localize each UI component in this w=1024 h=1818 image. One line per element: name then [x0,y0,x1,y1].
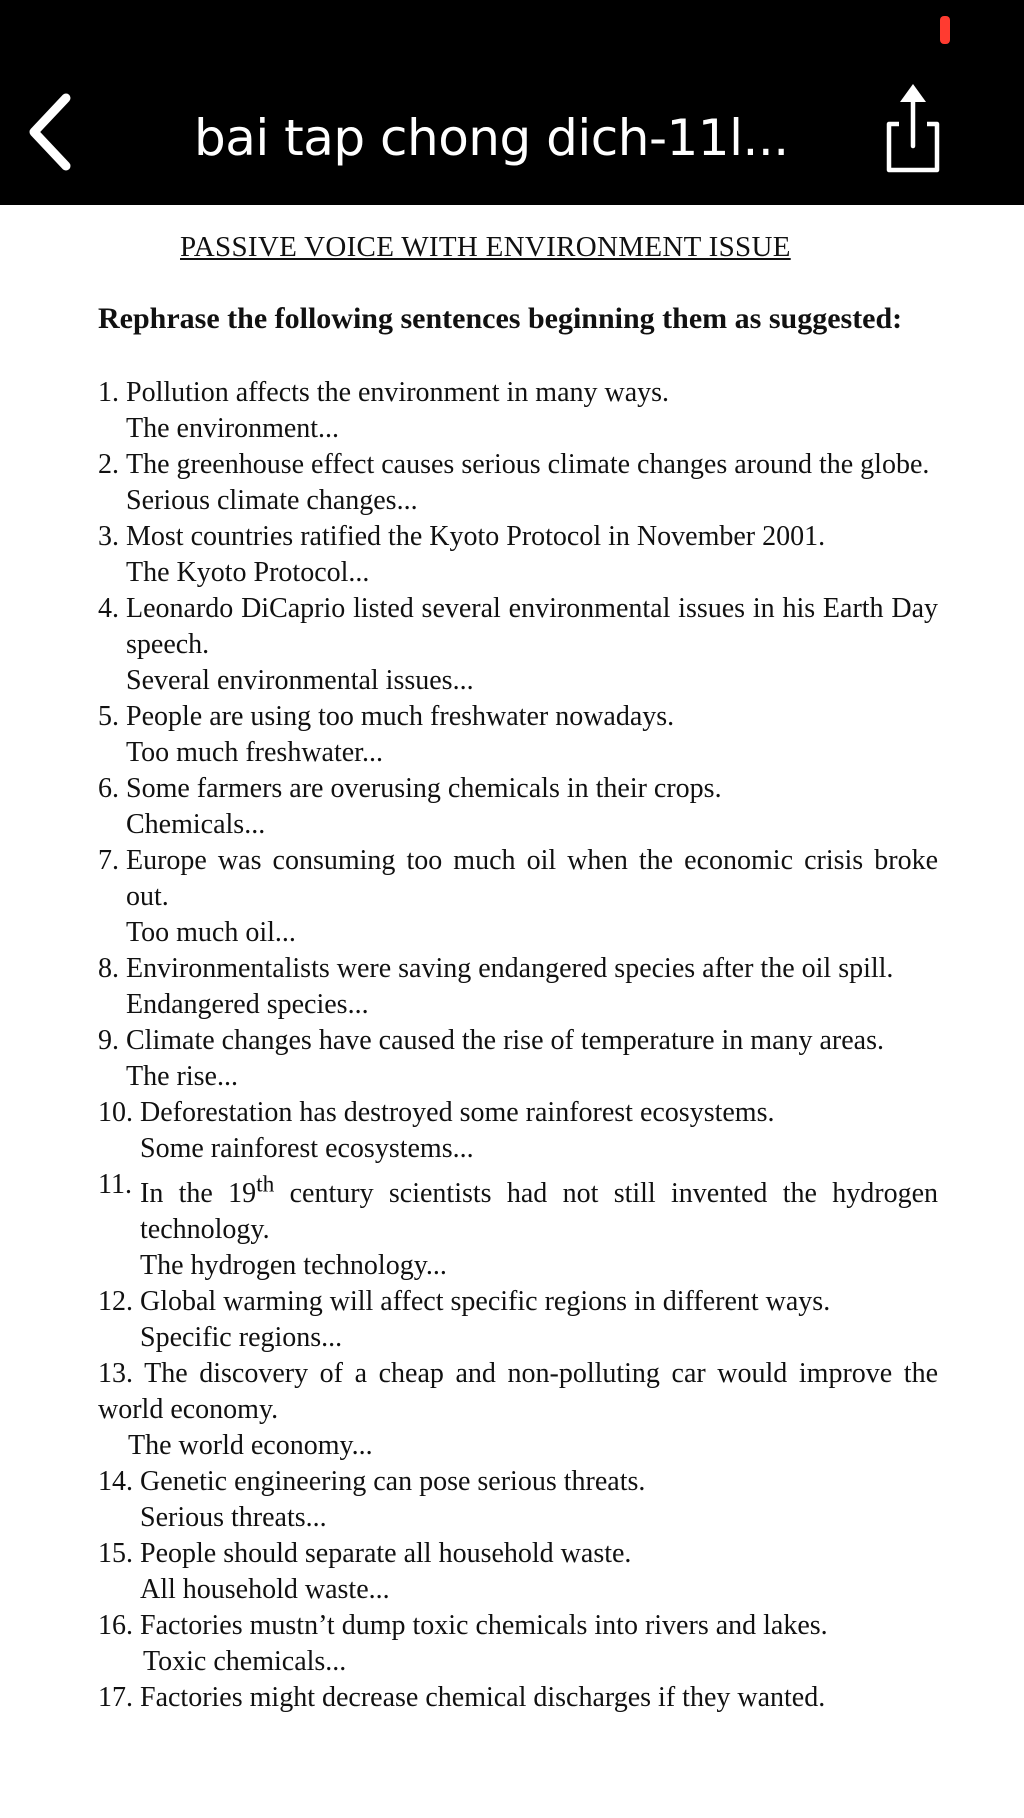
share-button[interactable] [878,80,948,180]
exercise-sentence: Europe was consuming too much oil when the economic crisis broke out. [126,845,938,912]
exercise-number: 4. [98,593,119,624]
recording-indicator [940,16,950,44]
ordinal-suffix: th [256,1172,275,1198]
exercise-prompt: The Kyoto Protocol... [126,557,370,588]
exercise-prompt: Several environmental issues... [126,665,474,696]
back-button[interactable] [18,90,88,180]
exercise-number: 14. [98,1466,133,1498]
exercise-prompt: Some rainforest ecosystems... [140,1133,474,1164]
exercise-9 [98,1023,938,1095]
exercise-number: 1. [98,377,119,408]
exercise-sentence: Factories might decrease chemical discharges if they wanted. [140,1682,826,1714]
document-page [0,205,1024,1818]
exercise-17 [98,1680,938,1716]
exercise-number: 10. [98,1097,133,1128]
exercise-6 [98,771,938,843]
exercise-12 [98,1284,938,1356]
exercise-number: 6. [98,773,119,804]
exercise-3 [98,519,938,591]
exercise-prompt: Endangered species... [126,989,369,1020]
exercise-prompt: Serious climate changes... [126,485,418,516]
exercise-number: 15. [98,1538,133,1570]
exercise-number: 2. [98,449,119,480]
exercise-8 [98,951,938,1023]
exercise-sentence: Deforestation has destroyed some rainforest ecosystems. [140,1097,775,1128]
exercise-number: 8. [98,953,119,984]
sentence-part: In the 19 [140,1178,257,1210]
exercise-number: 3. [98,521,119,552]
exercise-1 [98,375,938,447]
exercise-sentence: Climate changes have caused the rise of temperature in many areas. [126,1025,885,1056]
exercise-sentence: Environmentalists were saving endangered species after the oil spill. [126,953,894,984]
exercise-sentence: The greenhouse effect causes serious climate changes around the globe. [126,449,930,480]
exercise-15 [98,1536,938,1608]
exercise-prompt: The hydrogen technology... [140,1250,447,1282]
share-icon [878,80,948,180]
exercise-prompt: All household waste... [140,1574,390,1606]
exercise-sentence: People are using too much freshwater nowadays. [126,701,675,732]
exercise-sentence: Leonardo DiCaprio listed several environmental issues in his Earth Day speech. [126,593,938,660]
instruction-text: Rephrase the following sentences beginning them as suggested: [98,302,903,335]
exercise-sentence: Pollution affects the environment in many ways. [126,377,670,408]
exercise-list [98,375,938,1716]
exercise-prompt: Too much oil... [126,917,296,948]
exercise-prompt: The environment... [126,413,340,444]
exercise-sentence: Global warming will affect specific regions in different ways. [140,1286,831,1318]
document-title: bai tap chong dich-11l... [194,109,789,167]
exercise-7 [98,843,938,951]
exercise-14 [98,1464,938,1536]
exercise-number: 5. [98,701,119,732]
exercise-sentence: Some farmers are overusing chemicals in their crops. [126,773,722,804]
exercise-sentence: Factories mustn’t dump toxic chemicals into rivers and lakes. [140,1610,828,1642]
exercise-16 [98,1608,938,1680]
exercise-11 [98,1167,938,1284]
exercise-number: 13. [98,1358,133,1390]
exercise-number: 17. [98,1682,133,1714]
exercise-13 [98,1356,938,1464]
exercise-sentence [140,1172,939,1246]
chevron-left-icon [18,90,88,180]
exercise-sentence: Genetic engineering can pose serious threats. [140,1466,646,1498]
exercise-2 [98,447,938,519]
exercise-10 [98,1095,938,1167]
exercise-4 [98,591,938,699]
exercise-number: 11. [98,1169,132,1200]
exercise-sentence: Most countries ratified the Kyoto Protocol in November 2001. [126,521,826,552]
exercise-prompt: Toxic chemicals... [143,1646,347,1678]
exercise-number: 16. [98,1610,133,1642]
exercise-prompt: Chemicals... [126,809,266,840]
exercise-sentence: People should separate all household waste. [140,1538,632,1570]
exercise-prompt: The world economy... [128,1430,373,1462]
exercise-prompt: Serious threats... [140,1502,327,1534]
sentence-part: century scientists had not still invented the hydrogen technology. [140,1178,939,1246]
exercise-sentence: The discovery of a cheap and non-polluting car would improve the world economy. [98,1358,938,1426]
top-navigation-bar [0,0,1024,205]
exercise-number: 7. [98,845,119,876]
exercise-prompt: Specific regions... [140,1322,343,1354]
exercise-5 [98,699,938,771]
exercise-prompt: Too much freshwater... [126,737,383,768]
exercise-number: 12. [98,1286,133,1318]
page-heading: PASSIVE VOICE WITH ENVIRONMENT ISSUE [180,231,791,263]
exercise-number: 9. [98,1025,119,1056]
exercise-prompt: The rise... [126,1061,238,1092]
